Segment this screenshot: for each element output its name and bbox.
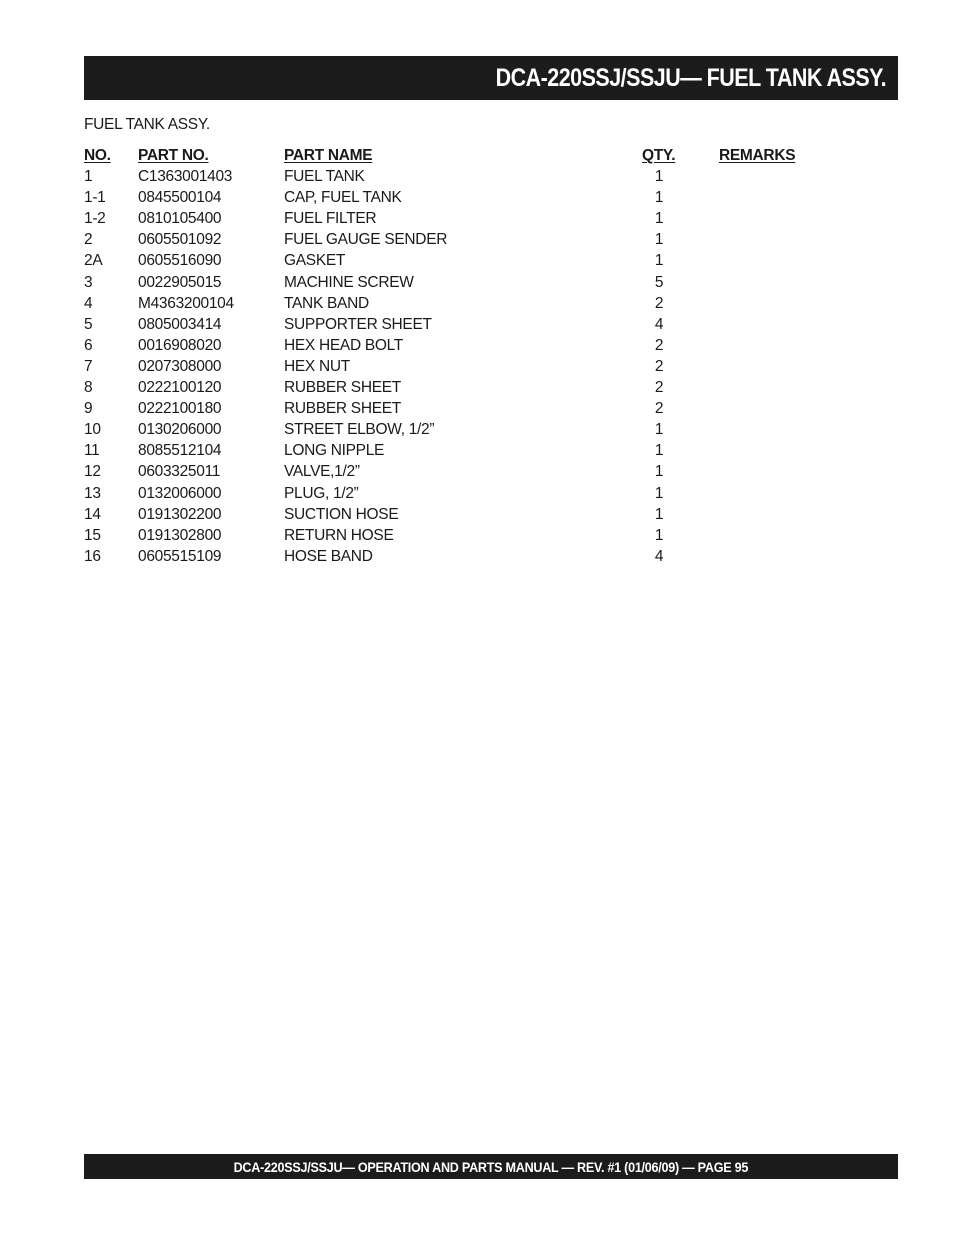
- table-row: [84, 166, 884, 187]
- cell-no: 1-1: [84, 189, 106, 207]
- cell-part-name: HEX NUT: [284, 357, 350, 375]
- cell-no: 3: [84, 273, 93, 291]
- cell-qty: 2: [654, 400, 664, 418]
- cell-qty: 2: [654, 336, 664, 354]
- cell-qty: 1: [654, 252, 664, 270]
- cell-part-name: CAP, FUEL TANK: [284, 189, 402, 207]
- column-header-part-name: PART NAME: [284, 147, 373, 164]
- cell-qty: 1: [654, 421, 664, 439]
- cell-part-name: SUPPORTER SHEET: [284, 315, 432, 333]
- table-row: [84, 525, 884, 546]
- table-row: [84, 272, 884, 293]
- page-title: DCA-220SSJ/SSJU— FUEL TANK ASSY.: [495, 63, 886, 92]
- section-title: FUEL TANK ASSY.: [84, 116, 210, 133]
- cell-part-no: 0191302200: [138, 505, 222, 523]
- table-row: [84, 504, 884, 525]
- table-row: [84, 377, 884, 398]
- cell-no: 14: [84, 505, 101, 523]
- table-header-row: [84, 145, 884, 166]
- cell-qty: 1: [654, 442, 664, 460]
- cell-part-no: C1363001403: [138, 168, 233, 186]
- column-header-part-no: PART NO.: [138, 147, 209, 164]
- cell-part-name: STREET ELBOW, 1/2”: [284, 421, 435, 439]
- cell-no: 16: [84, 547, 101, 565]
- cell-no: 2: [84, 231, 93, 249]
- cell-part-no: M4363200104: [138, 294, 234, 312]
- column-header-no: NO.: [84, 147, 111, 164]
- cell-part-no: 0130206000: [138, 421, 222, 439]
- cell-part-name: VALVE,1/2”: [284, 463, 360, 481]
- cell-part-no: 0222100120: [138, 379, 222, 397]
- cell-no: 11: [84, 442, 100, 460]
- column-header-remarks: REMARKS: [719, 147, 796, 164]
- cell-qty: 2: [654, 379, 664, 397]
- parts-table: [84, 145, 884, 567]
- cell-no: 1-2: [84, 210, 106, 228]
- footer-text: DCA-220SSJ/SSJU— OPERATION AND PARTS MANUAL — REV. #1 (01/06/09) — PAGE 95: [233, 1158, 749, 1175]
- cell-qty: 1: [654, 526, 664, 544]
- cell-qty: 2: [654, 357, 664, 375]
- cell-no: 8: [84, 379, 93, 397]
- cell-part-name: LONG NIPPLE: [284, 442, 385, 460]
- cell-no: 5: [84, 315, 93, 333]
- cell-part-no: 0605516090: [138, 252, 222, 270]
- cell-qty: 4: [654, 547, 664, 565]
- cell-part-no: 0207308000: [138, 357, 222, 375]
- table-row: [84, 250, 884, 271]
- cell-part-name: MACHINE SCREW: [284, 273, 414, 291]
- table-row: [84, 208, 884, 229]
- cell-qty: 1: [654, 505, 664, 523]
- cell-part-no: 0810105400: [138, 210, 222, 228]
- cell-no: 12: [84, 463, 101, 481]
- cell-part-no: 0845500104: [138, 189, 222, 207]
- cell-part-no: 0222100180: [138, 400, 222, 418]
- cell-part-name: SUCTION HOSE: [284, 505, 399, 523]
- cell-part-name: FUEL TANK: [284, 168, 365, 186]
- cell-no: 2A: [84, 252, 103, 270]
- cell-no: 9: [84, 400, 93, 418]
- cell-qty: 1: [654, 189, 664, 207]
- cell-part-name: HEX HEAD BOLT: [284, 336, 403, 354]
- cell-qty: 1: [654, 463, 664, 481]
- cell-qty: 1: [654, 210, 664, 228]
- cell-part-no: 8085512104: [138, 442, 222, 460]
- table-row: [84, 293, 884, 314]
- cell-no: 6: [84, 336, 93, 354]
- cell-part-no: 0022905015: [138, 273, 222, 291]
- cell-no: 4: [84, 294, 93, 312]
- cell-part-no: 0132006000: [138, 484, 222, 502]
- table-body: [84, 166, 884, 567]
- cell-qty: 4: [654, 315, 664, 333]
- cell-part-name: GASKET: [284, 252, 346, 270]
- cell-part-no: 0605515109: [138, 547, 222, 565]
- table-row: [84, 398, 884, 419]
- cell-no: 10: [84, 421, 101, 439]
- cell-part-name: FUEL FILTER: [284, 210, 377, 228]
- cell-part-no: 0603325011: [138, 463, 221, 481]
- cell-qty: 5: [654, 273, 664, 291]
- cell-qty: 1: [654, 231, 664, 249]
- table-row: [84, 461, 884, 482]
- column-header-qty: QTY.: [642, 147, 676, 164]
- cell-qty: 2: [654, 294, 664, 312]
- cell-qty: 1: [654, 484, 664, 502]
- cell-part-name: RETURN HOSE: [284, 526, 394, 544]
- cell-part-name: HOSE BAND: [284, 547, 373, 565]
- cell-no: 15: [84, 526, 101, 544]
- cell-no: 1: [84, 168, 93, 186]
- table-row: [84, 440, 884, 461]
- cell-no: 13: [84, 484, 101, 502]
- page-header-bar: [84, 56, 898, 100]
- table-row: [84, 546, 884, 567]
- cell-part-name: RUBBER SHEET: [284, 400, 401, 418]
- table-row: [84, 483, 884, 504]
- cell-part-name: TANK BAND: [284, 294, 369, 312]
- cell-part-name: RUBBER SHEET: [284, 379, 401, 397]
- table-row: [84, 356, 884, 377]
- table-row: [84, 187, 884, 208]
- page-footer-bar: [84, 1154, 898, 1179]
- cell-qty: 1: [654, 168, 664, 186]
- table-row: [84, 335, 884, 356]
- cell-part-no: 0016908020: [138, 336, 222, 354]
- cell-part-no: 0805003414: [138, 315, 222, 333]
- table-row: [84, 419, 884, 440]
- cell-part-no: 0605501092: [138, 231, 222, 249]
- cell-part-name: PLUG, 1/2”: [284, 484, 359, 502]
- table-row: [84, 229, 884, 250]
- table-row: [84, 314, 884, 335]
- cell-part-no: 0191302800: [138, 526, 222, 544]
- cell-part-name: FUEL GAUGE SENDER: [284, 231, 448, 249]
- cell-no: 7: [84, 357, 93, 375]
